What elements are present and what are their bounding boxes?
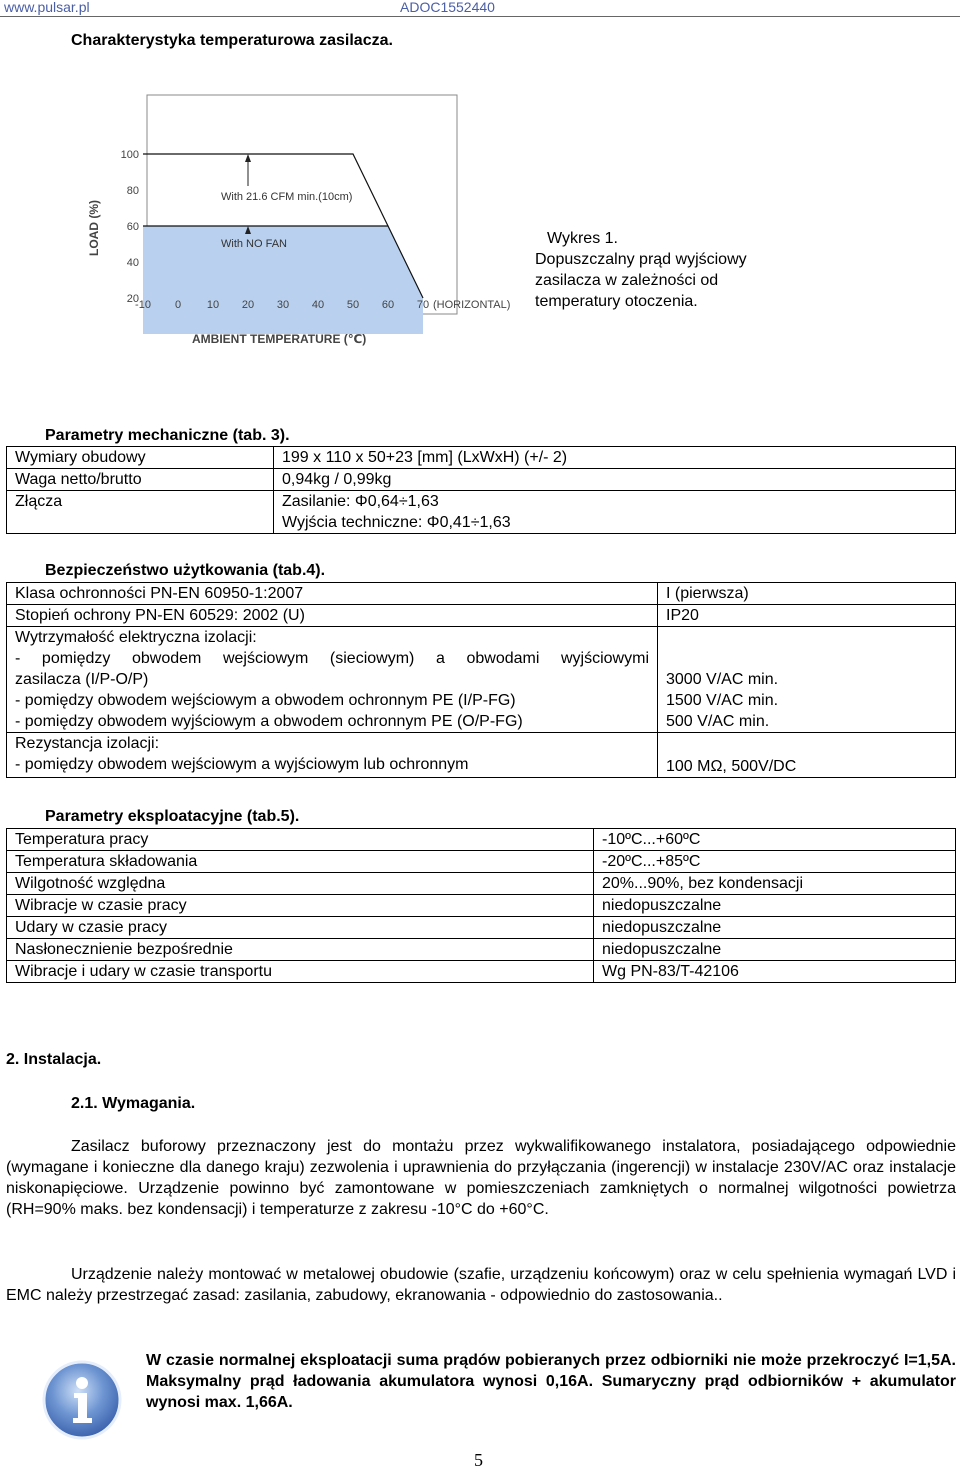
mech-value: Wyjścia techniczne: Φ0,41÷1,63 <box>282 514 511 531</box>
y-tick-label: 60 <box>126 221 139 233</box>
mech-label: Złącza <box>7 491 274 534</box>
y-tick-label: 100 <box>120 149 139 161</box>
table-row <box>7 491 956 534</box>
page-header <box>0 0 960 17</box>
safety-title: Bezpieczeństwo użytkowania (tab.4). <box>45 562 326 579</box>
safety-line: - pomiędzy obwodem wejściowym a wyjściowym lub ochronnym <box>15 756 469 773</box>
mech-value-cell <box>274 491 956 534</box>
mech-title: Parametry mechaniczne (tab. 3). <box>45 427 290 444</box>
table-row <box>7 469 956 491</box>
safety-subtitle: Rezystancja izolacji: <box>15 735 160 752</box>
safety-value: 3000 V/AC min. <box>666 671 779 688</box>
site-url[interactable]: www.pulsar.pl <box>4 0 90 15</box>
y-tick-label: 20 <box>126 293 139 305</box>
x-tick-label: 70 <box>416 299 430 311</box>
x-tick-label: 40 <box>311 299 325 311</box>
x-tick-label: 30 <box>276 299 290 311</box>
table-row <box>7 733 956 778</box>
safety-value-cell <box>658 627 956 733</box>
x-tick-label: -10 <box>135 299 151 311</box>
safety-line: - pomiędzy obwodem wejściowym (sieciowym) a obwodami wyjściowymi <box>15 650 649 667</box>
chart-caption <box>535 228 815 312</box>
safety-table <box>6 582 956 778</box>
safety-line: - pomiędzy obwodem wyjściowym a obwodem ochronnym PE (O/P-FG) <box>15 713 523 730</box>
oper-label: Wibracje i udary w czasie transportu <box>7 961 594 983</box>
safety-label: Klasa ochronności PN-EN 60950-1:2007 <box>7 583 658 605</box>
table-row <box>7 829 956 851</box>
table-row <box>7 605 956 627</box>
mech-value: 199 x 110 x 50+23 [mm] (LxWxH) (+/- 2) <box>274 447 956 469</box>
oper-label: Wilgotność względna <box>7 873 594 895</box>
oper-table <box>6 828 956 983</box>
caption-line: Dopuszczalny prąd wyjściowy <box>535 251 747 268</box>
series-label: With NO FAN <box>221 237 288 250</box>
y-tick-label: 80 <box>126 185 139 197</box>
chart-heading: Charakterystyka temperaturowa zasilacza. <box>71 32 393 49</box>
y-axis-label: LOAD (%) <box>87 200 101 256</box>
oper-value: niedopuszczalne <box>594 895 956 917</box>
series-label: With 21.6 CFM min.(10cm) <box>221 191 353 203</box>
caption-line: Wykres 1. <box>547 230 618 247</box>
safety-subtitle: Wytrzymałość elektryczna izolacji: <box>15 629 257 646</box>
mech-value: 0,94kg / 0,99kg <box>274 469 956 491</box>
safety-label-cell <box>7 627 658 733</box>
document-id: ADOC1552440 <box>400 0 495 15</box>
x-tick-label: 50 <box>346 299 360 311</box>
oper-label: Temperatura pracy <box>7 829 594 851</box>
x-tick-label: (HORIZONTAL) <box>433 299 511 311</box>
x-tick-label: 60 <box>381 299 395 311</box>
info-note: W czasie normalnej eksploatacji suma prądów pobieranych przez odbiorniki nie może przekroczyć I=1,5A. Maksymalny prąd ładowania akumulatora wynosi 0,16A. Sumaryczny prąd odbiorników + akumulator wynosi max. 1,66A. <box>146 1352 956 1411</box>
mech-label: Waga netto/brutto <box>7 469 274 491</box>
requirements-paragraph: Zasilacz buforowy przeznaczony jest do montażu przez wykwalifikowanego instalatora, posiadającego odpowiednie (wymagane i konieczne dla danego kraju) zezwolenia i uprawnienia do przyłączania (ingerencji) w instalacje 230V/AC oraz instalacje niskonapięciowe. Urządzenie powinno być zamontowane w pomieszczeniach zamkniętych o normalnej wilgotności powietrza (RH=90% maks. bez kondensacji) i temperaturze z zakresu -10°C do +60°C. <box>6 1138 956 1218</box>
safety-value: 100 MΩ, 500V/DC <box>658 733 956 778</box>
subsection-heading: 2.1. Wymagania. <box>71 1095 196 1112</box>
caption-line: zasilacza w zależności od <box>535 272 719 289</box>
oper-value: niedopuszczalne <box>594 917 956 939</box>
oper-label: Udary w czasie pracy <box>7 917 594 939</box>
x-axis-label: AMBIENT TEMPERATURE (℃) <box>192 332 367 346</box>
oper-value: niedopuszczalne <box>594 939 956 961</box>
safety-value: IP20 <box>658 605 956 627</box>
table-row <box>7 447 956 469</box>
table-row <box>7 917 956 939</box>
safety-line: - pomiędzy obwodem wejściowym a obwodem ochronnym PE (I/P-FG) <box>15 692 516 709</box>
oper-label: Temperatura składowania <box>7 851 594 873</box>
safety-label-cell <box>7 733 658 778</box>
y-tick-label: 40 <box>126 257 139 269</box>
table-row <box>7 873 956 895</box>
mech-value: Zasilanie: Φ0,64÷1,63 <box>282 493 439 510</box>
mounting-paragraph: Urządzenie należy montować w metalowej obudowie (szafie, urządzeniu końcowym) oraz w celu spełnienia wymagań LVD i EMC należy przestrzegać zasad: zasilania, zabudowy, ekranowania - odpowiednio do zastosowania.. <box>6 1266 956 1304</box>
safety-value: 1500 V/AC min. <box>666 692 779 709</box>
mech-label: Wymiary obudowy <box>7 447 274 469</box>
section-heading: 2. Instalacja. <box>6 1051 102 1068</box>
mech-table <box>6 446 956 534</box>
safety-label: Stopień ochrony PN-EN 60529: 2002 (U) <box>7 605 658 627</box>
table-row <box>7 939 956 961</box>
temperature-chart <box>0 80 960 360</box>
page-number: 5 <box>474 1450 483 1470</box>
table-row <box>7 895 956 917</box>
x-tick-label: 0 <box>174 299 182 311</box>
safety-value: I (pierwsza) <box>658 583 956 605</box>
x-tick-label: 10 <box>206 299 220 311</box>
oper-value: -20ºC...+85ºC <box>594 851 956 873</box>
oper-value: -10ºC...+60ºC <box>594 829 956 851</box>
oper-label: Nasłonecznienie bezpośrednie <box>7 939 594 961</box>
table-row <box>7 627 956 733</box>
safety-line: zasilacza (I/P-O/P) <box>15 671 149 688</box>
x-tick-label: 20 <box>241 299 255 311</box>
info-icon <box>40 1358 124 1442</box>
oper-value: Wg PN-83/T-42106 <box>594 961 956 983</box>
safety-value: 500 V/AC min. <box>666 713 770 730</box>
table-row <box>7 583 956 605</box>
table-row <box>7 961 956 983</box>
table-row <box>7 851 956 873</box>
oper-value: 20%...90%, bez kondensacji <box>594 873 956 895</box>
caption-line: temperatury otoczenia. <box>535 293 698 310</box>
oper-title: Parametry eksploatacyjne (tab.5). <box>45 808 300 825</box>
oper-label: Wibracje w czasie pracy <box>7 895 594 917</box>
